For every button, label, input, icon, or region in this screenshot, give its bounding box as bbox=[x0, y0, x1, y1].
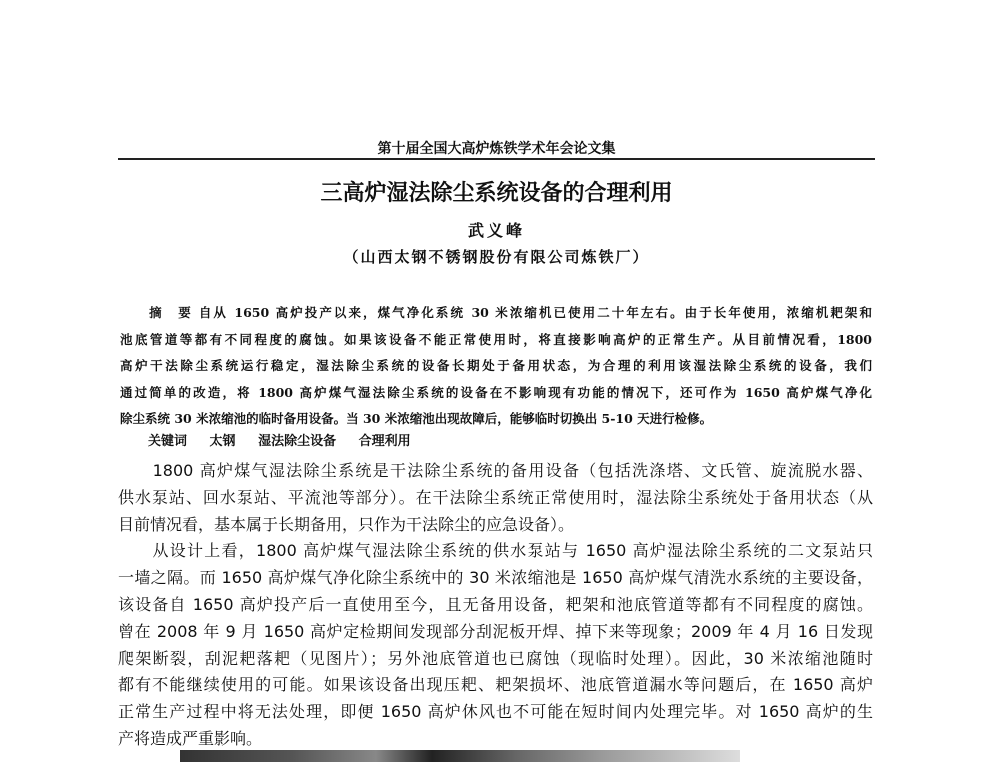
affiliation: （山西太钢不锈钢股份有限公司炼铁厂） bbox=[343, 248, 650, 266]
body-line: 1800 高炉煤气湿法除尘系统是干法除尘系统的备用设备（包括洗涤塔、文氏管、旋流脱水器、 bbox=[118, 461, 873, 480]
keyword: 太钢 bbox=[209, 434, 236, 449]
keywords-label: 关键词 bbox=[148, 434, 188, 449]
body-line: 正常生产过程中将无法处理，即便 1650 高炉休风也不可能在短时间内处理完毕。对 1650 高炉的生 bbox=[118, 702, 873, 722]
abstract bbox=[120, 300, 872, 433]
figure-photo bbox=[180, 750, 740, 762]
running-header: 第十届全国大高炉炼铁学术年会论文集 bbox=[377, 141, 616, 157]
body-line: 曾在 2008 年 9 月 1650 高炉定检期间发现部分刮泥板开焊、掉下来等现象；2009 年 4 月 16 日发现 bbox=[118, 621, 873, 641]
body-line: 供水泵站、回水泵站、平流池等部分）。在干法除尘系统正常使用时，湿法除尘系统处于备用状态（从 bbox=[118, 487, 873, 507]
author: 武义峰 bbox=[467, 221, 525, 240]
body-line: 一墙之隔。而 1650 高炉煤气净化除尘系统中的 30 米浓缩池是 1650 高炉煤气清洗水系统的主要设备， bbox=[118, 568, 873, 588]
body-text bbox=[118, 458, 873, 753]
body-line: 目前情况看，基本属于长期备用，只作为干法除尘的应急设备）。 bbox=[118, 514, 575, 534]
abstract-line: 除尘系统 30 米浓缩池的临时备用设备。当 30 米浓缩池出现故障后，能够临时切换出 5-10 天进行检修。 bbox=[120, 411, 713, 426]
body-line: 都有不能继续使用的可能。如果该设备出现压耙、耙架损坏、池底管道漏水等问题后，在 1650 高炉 bbox=[118, 675, 873, 695]
abstract-line: 摘 要 自从 1650 高炉投产以来，煤气净化系统 30 米浓缩机已使用二十年左右。由于长年使用，浓缩机耙架和 bbox=[149, 305, 872, 320]
header-rule bbox=[118, 158, 875, 160]
body-line: 从设计上看，1800 高炉煤气湿法除尘系统的供水泵站与 1650 高炉湿法除尘系统的二文泵站只 bbox=[118, 541, 873, 561]
abstract-label: 摘 要 bbox=[149, 305, 193, 320]
abstract-line: 通过简单的改造，将 1800 高炉煤气湿法除尘系统的设备在不影响现有功能的情况下，还可作为 1650 高炉煤气净化 bbox=[120, 384, 872, 400]
keywords bbox=[148, 430, 429, 449]
abstract-line: 高炉干法除尘系统运行稳定，湿法除尘系统的设备长期处于备用状态，为合理的利用该湿法除尘系统的设备，我们 bbox=[120, 358, 872, 373]
abstract-line: 池底管道等都有不同程度的腐蚀。如果该设备不能正常使用时，将直接影响高炉的正常生产。从目前情况看，1800 bbox=[120, 331, 872, 347]
body-line: 产将造成严重影响。 bbox=[118, 728, 263, 748]
keyword: 湿法除尘设备 bbox=[258, 434, 337, 449]
body-line: 爬架断裂，刮泥耙落耙（见图片）；另外池底管道也已腐蚀（现临时处理）。因此，30 米浓缩池随时 bbox=[118, 648, 873, 668]
paper-title: 三高炉湿法除尘系统设备的合理利用 bbox=[320, 181, 673, 206]
keyword: 合理利用 bbox=[358, 434, 411, 449]
body-line: 该设备自 1650 高炉投产后一直使用至今，且无备用设备，耙架和池底管道等都有不同程度的腐蚀。 bbox=[118, 594, 873, 614]
